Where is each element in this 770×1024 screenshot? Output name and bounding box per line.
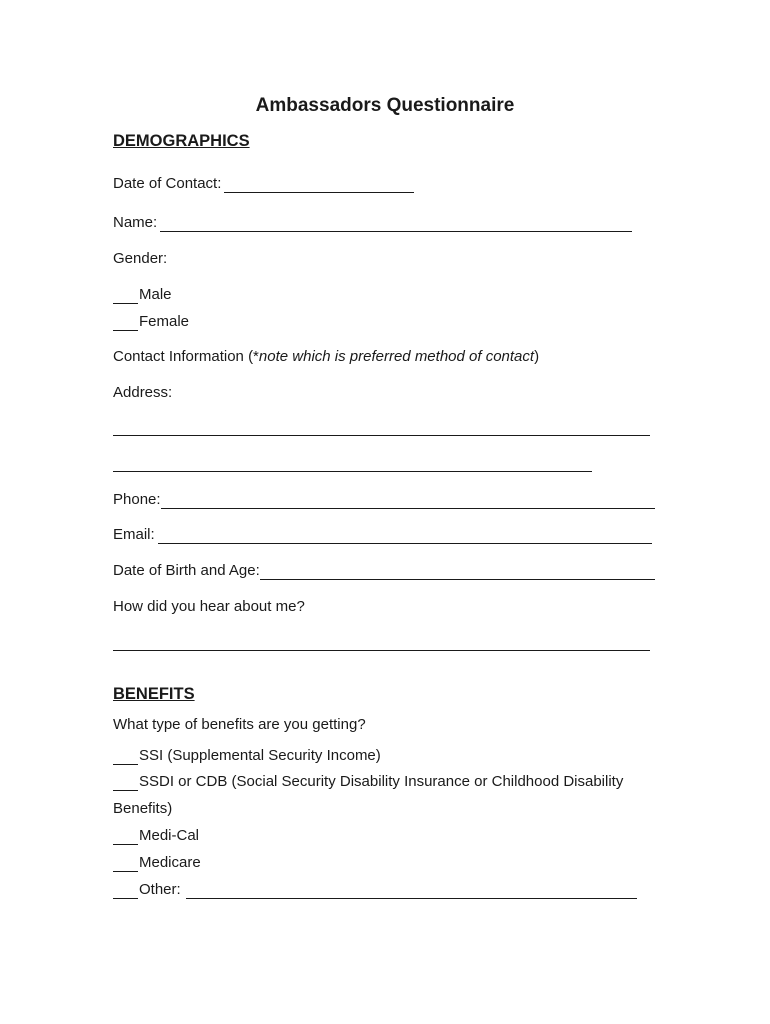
hear-about-line[interactable]	[113, 650, 650, 651]
gender-female-checkbox[interactable]	[113, 316, 138, 331]
dob-row	[113, 562, 655, 580]
gender-option-male	[113, 286, 172, 304]
gender-female-label: Female	[139, 313, 190, 330]
dob-label: Date of Birth and Age:	[113, 562, 260, 579]
contact-info-prefix: Contact Information (*	[113, 348, 259, 365]
benefit-ssi-label: SSI (Supplemental Security Income)	[139, 747, 381, 764]
benefit-ssdi-checkbox[interactable]	[113, 776, 138, 791]
phone-row	[113, 491, 655, 509]
benefit-medicare-label: Medicare	[139, 854, 201, 871]
benefit-ssdi-label: SSDI or CDB (Social Security Disability Insurance or Childhood Disability	[139, 773, 624, 790]
address-line-2[interactable]	[113, 471, 592, 472]
benefit-option-ssi	[113, 747, 381, 765]
contact-information-label	[113, 348, 539, 366]
benefit-option-medicare	[113, 854, 201, 872]
benefit-ssi-checkbox[interactable]	[113, 750, 138, 765]
date-of-contact-field[interactable]	[224, 178, 414, 193]
date-of-contact-label: Date of Contact:	[113, 175, 222, 192]
hear-about-label: How did you hear about me?	[113, 598, 305, 615]
benefit-other-field[interactable]	[186, 884, 637, 899]
email-field[interactable]	[158, 529, 652, 544]
benefit-other-checkbox[interactable]	[113, 884, 138, 899]
gender-male-checkbox[interactable]	[113, 289, 138, 304]
demographics-heading: DEMOGRAPHICS	[113, 132, 250, 150]
email-label: Email:	[113, 526, 155, 543]
name-label: Name:	[113, 214, 158, 231]
gender-option-female	[113, 313, 189, 331]
dob-field[interactable]	[260, 565, 655, 580]
contact-info-suffix: )	[534, 348, 540, 365]
benefit-medi-cal-checkbox[interactable]	[113, 830, 138, 845]
benefit-medicare-checkbox[interactable]	[113, 857, 138, 872]
benefit-option-medi-cal	[113, 827, 199, 845]
benefit-other-label: Other:	[139, 881, 181, 898]
name-row	[113, 214, 632, 232]
date-of-contact-row	[113, 175, 414, 193]
benefits-heading: BENEFITS	[113, 685, 195, 703]
benefits-question: What type of benefits are you getting?	[113, 716, 366, 733]
benefit-medi-cal-label: Medi-Cal	[139, 827, 200, 844]
address-label: Address:	[113, 384, 173, 401]
gender-label: Gender:	[113, 250, 168, 267]
benefit-ssdi-continuation: Benefits)	[113, 800, 173, 817]
phone-field[interactable]	[161, 494, 655, 509]
phone-label: Phone:	[113, 491, 161, 508]
address-line-1[interactable]	[113, 435, 650, 436]
name-field[interactable]	[160, 217, 632, 232]
benefit-option-ssdi	[113, 773, 623, 791]
benefit-option-other	[113, 881, 637, 899]
gender-male-label: Male	[139, 286, 172, 303]
email-row	[113, 526, 652, 544]
contact-info-note: note which is preferred method of contact	[258, 348, 535, 365]
page-title: Ambassadors Questionnaire	[255, 95, 515, 116]
